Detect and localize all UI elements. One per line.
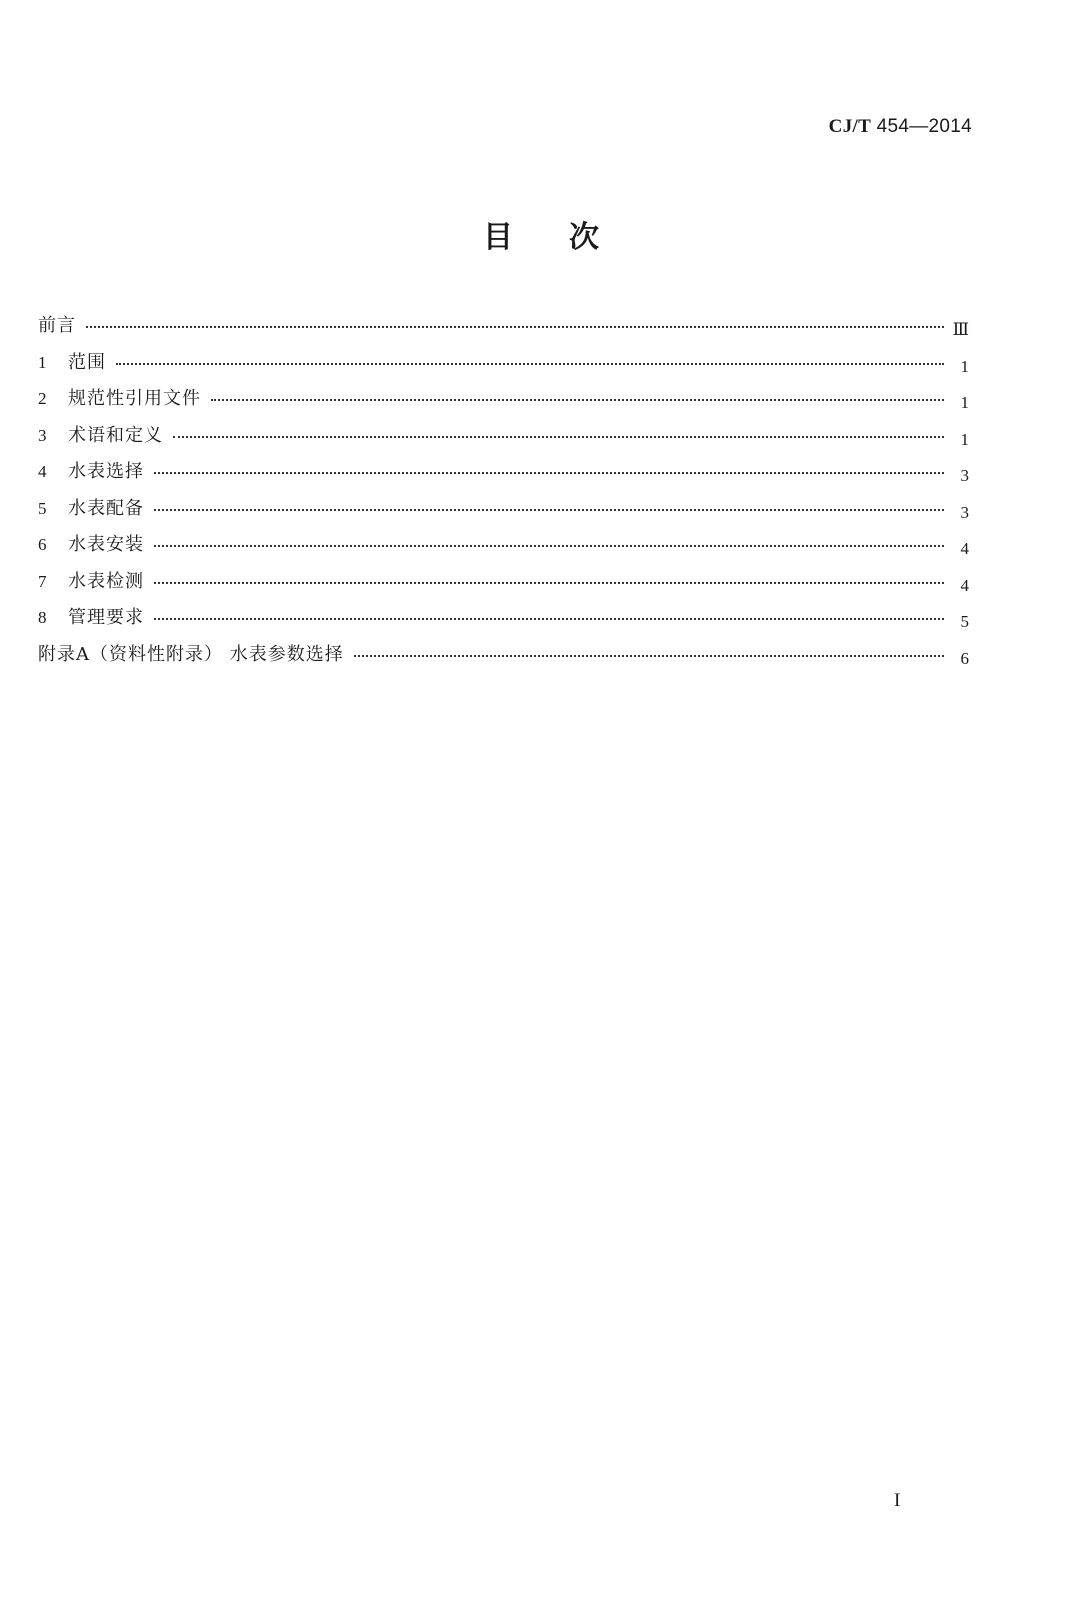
toc-entry-number: 3	[38, 425, 48, 445]
dot-leader	[154, 612, 944, 620]
toc-entry-label: 管理要求	[68, 607, 144, 628]
toc-entry-number: 6	[38, 535, 48, 554]
table-of-contents	[38, 316, 970, 681]
toc-entry-foreword[interactable]	[38, 316, 970, 353]
toc-entry-page: 4	[960, 575, 970, 595]
standard-prefix: CJ/T	[828, 116, 872, 137]
toc-entry-number: 8	[38, 608, 48, 627]
toc-entry-label: 水表安装	[68, 534, 144, 555]
toc-entry-4[interactable]	[38, 462, 970, 499]
toc-entry-label: 附录A（资料性附录） 水表参数选择	[38, 643, 344, 665]
toc-entry-label: 水表选择	[68, 461, 144, 482]
toc-entry-1[interactable]	[38, 353, 970, 390]
standard-number: 454—2014	[871, 116, 972, 137]
dot-leader	[211, 393, 944, 401]
dot-leader	[173, 430, 944, 438]
dot-leader	[86, 320, 944, 328]
toc-entry-7[interactable]	[38, 572, 970, 609]
toc-entry-label: 前言	[38, 315, 76, 336]
toc-entry-label: 范围	[68, 351, 106, 373]
standard-code	[829, 116, 972, 138]
toc-entry-label: 水表配备	[68, 497, 144, 519]
dot-leader	[116, 357, 944, 365]
toc-entry-page: 1	[960, 393, 970, 412]
toc-entry-label: 水表检测	[68, 570, 144, 592]
page-title: 目次	[483, 220, 655, 255]
dot-leader	[154, 503, 944, 511]
toc-entry-page: 5	[960, 612, 970, 631]
toc-entry-label: 术语和定义	[68, 424, 163, 446]
page-number: I	[894, 1490, 901, 1511]
toc-entry-page: 6	[960, 648, 970, 668]
toc-entry-number: 4	[38, 462, 48, 481]
toc-entry-3[interactable]	[38, 426, 970, 463]
dot-leader	[354, 649, 944, 657]
toc-entry-page: Ⅲ	[952, 320, 970, 339]
toc-entry-page: 3	[960, 502, 970, 522]
toc-entry-number: 5	[38, 498, 48, 518]
toc-entry-label: 规范性引用文件	[68, 388, 201, 409]
toc-entry-page: 1	[960, 429, 970, 449]
toc-entry-number: 2	[38, 389, 48, 408]
dot-leader	[154, 576, 944, 584]
toc-entry-page: 4	[960, 539, 970, 558]
toc-entry-2[interactable]	[38, 389, 970, 426]
toc-entry-page: 1	[960, 356, 970, 376]
toc-entry-8[interactable]	[38, 608, 970, 645]
toc-entry-number: 1	[38, 352, 48, 372]
toc-entry-number: 7	[38, 571, 48, 591]
toc-entry-appendix-a[interactable]	[38, 645, 970, 682]
toc-entry-page: 3	[960, 466, 970, 485]
toc-entry-5[interactable]	[38, 499, 970, 536]
toc-entry-6[interactable]	[38, 535, 970, 572]
dot-leader	[154, 466, 944, 474]
dot-leader	[154, 539, 944, 547]
